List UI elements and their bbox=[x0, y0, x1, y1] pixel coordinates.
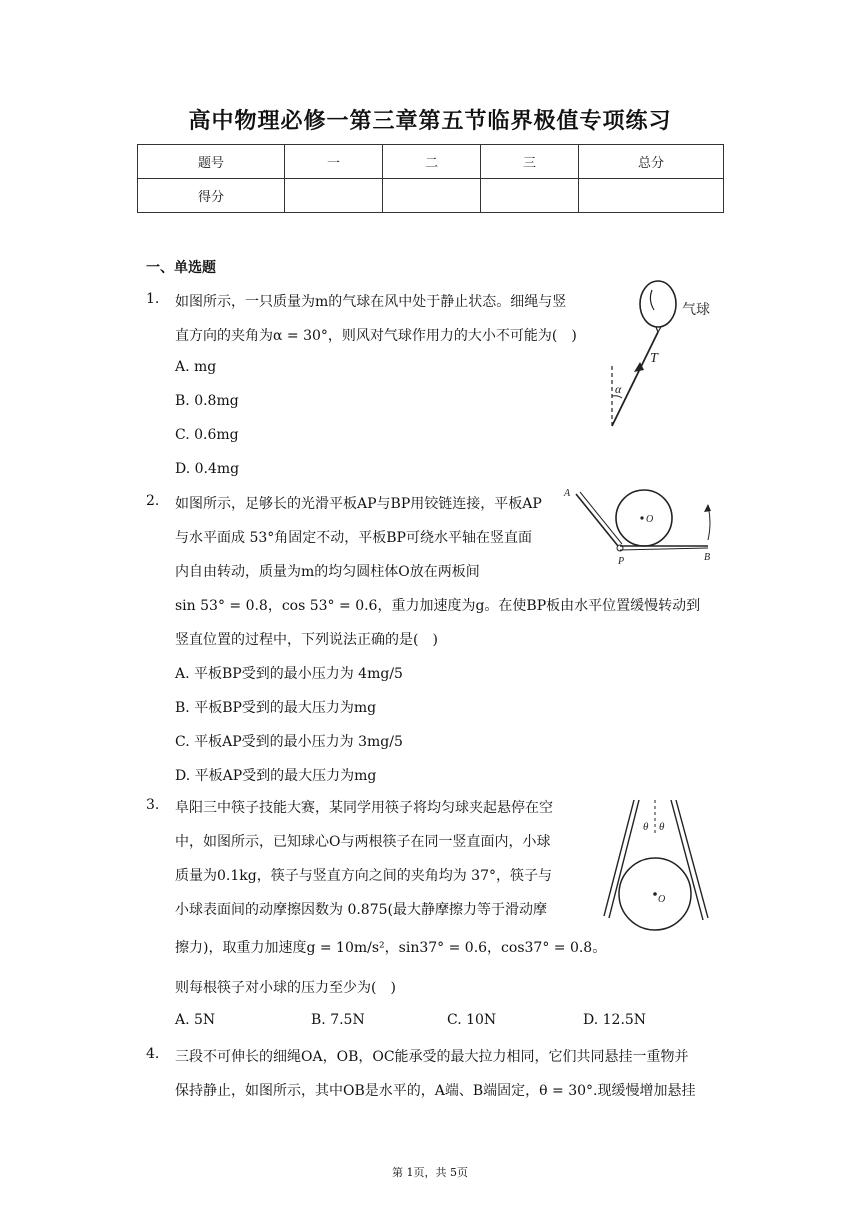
question-number: 1. bbox=[146, 291, 160, 307]
angle-arc bbox=[612, 396, 622, 398]
option-b: B. 平板BP受到的最大压力为mg bbox=[175, 700, 377, 716]
plate-ap bbox=[576, 494, 618, 546]
chopstick-left-inner bbox=[609, 800, 639, 918]
score-header-cell: 题号 bbox=[138, 145, 285, 179]
question-text-line: 质量为0.1kg，筷子与竖直方向之间的夹角均为 37°，筷子与 bbox=[175, 868, 552, 884]
balloon-label: 气球 bbox=[682, 301, 710, 317]
label-o: O bbox=[646, 514, 654, 525]
alpha-label: α bbox=[615, 382, 622, 396]
option-c: C. 平板AP受到的最小压力为 3mg/5 bbox=[175, 734, 403, 750]
question-number: 2. bbox=[146, 493, 160, 509]
option-d: D. 0.4mg bbox=[175, 461, 240, 477]
balloon-highlight bbox=[650, 290, 654, 310]
question-text-line: 小球表面间的动摩擦因数为 0.875(最大静摩擦力等于滑动摩 bbox=[175, 902, 547, 918]
label-p: P bbox=[618, 556, 625, 567]
question-text-line: 保持静止，如图所示，其中OB是水平的，A端、B端固定，θ = 30°.现缓慢增加悬挂 bbox=[175, 1083, 696, 1099]
score-cell bbox=[285, 179, 383, 213]
option-a: A. 平板BP受到的最小压力为 4mg/5 bbox=[175, 666, 403, 682]
question-text-line: sin 53° = 0.8，cos 53° = 0.6，重力加速度为g。在使BP板由水平位置缓慢转动到 bbox=[175, 598, 701, 614]
option-c: C. 0.6mg bbox=[175, 427, 239, 443]
question-text-line: 则每根筷子对小球的压力至少为( ) bbox=[175, 980, 396, 996]
balloon-figure bbox=[600, 278, 725, 433]
option-b: B. 0.8mg bbox=[175, 393, 239, 409]
chopstick-right-outer bbox=[676, 800, 708, 918]
question-text-line: 阜阳三中筷子技能大赛，某同学用筷子将均匀球夹起悬停在空 bbox=[175, 800, 553, 816]
balloon-shape bbox=[640, 281, 676, 327]
score-table bbox=[137, 144, 724, 213]
score-cell bbox=[579, 179, 724, 213]
chopsticks-figure bbox=[598, 796, 716, 934]
question-text-line: 三段不可伸长的细绳OA，OB，OC能承受的最大拉力相同，它们共同悬挂一重物并 bbox=[175, 1049, 689, 1065]
option-d: D. 平板AP受到的最大压力为mg bbox=[175, 768, 377, 784]
score-table-score-row bbox=[138, 179, 724, 213]
question-text-line: 如图所示，足够长的光滑平板AP与BP用铰链连接，平板AP bbox=[175, 496, 542, 512]
page-footer: 第 1页，共 5页 bbox=[392, 1166, 468, 1179]
question-text-line: 与水平面成 53°角固定不动，平板BP可绕水平轴在竖直面 bbox=[175, 530, 532, 546]
option-b: B. 7.5N bbox=[311, 1012, 365, 1028]
score-row-label: 得分 bbox=[138, 179, 285, 213]
score-header-cell: 二 bbox=[383, 145, 481, 179]
question-text-line: 内自由转动，质量为m的均匀圆柱体O放在两板间 bbox=[175, 564, 480, 580]
page-title: 高中物理必修一第三章第五节临界极值专项练习 bbox=[188, 108, 672, 134]
cylinder-o bbox=[616, 490, 672, 546]
score-header-cell: 一 bbox=[285, 145, 383, 179]
plate-bp-edge bbox=[620, 548, 708, 550]
score-header-cell: 总分 bbox=[579, 145, 724, 179]
question-text-line: 中，如图所示，已知球心O与两根筷子在同一竖直面内，小球 bbox=[175, 834, 551, 850]
ball-center bbox=[653, 892, 657, 896]
option-a: A. 5N bbox=[175, 1012, 216, 1028]
score-header-cell: 三 bbox=[481, 145, 579, 179]
score-cell bbox=[383, 179, 481, 213]
label-b: B bbox=[704, 552, 711, 563]
plates-figure bbox=[562, 482, 722, 572]
tension-label: T bbox=[650, 351, 658, 366]
cylinder-center bbox=[640, 516, 643, 519]
theta-left-label: θ bbox=[643, 821, 649, 833]
option-c: C. 10N bbox=[447, 1012, 497, 1028]
question-number: 4. bbox=[146, 1046, 160, 1062]
question-text-line: 如图所示，一只质量为m的气球在风中处于静止状态。细绳与竖 bbox=[175, 294, 567, 310]
question-text-line: 擦力)，取重力加速度g = 10m/s²，sin37° = 0.6，cos37° = 0.8。 bbox=[175, 940, 607, 956]
center-label: O bbox=[658, 894, 666, 905]
question-number: 3. bbox=[146, 797, 160, 813]
rotation-arrow-head bbox=[704, 504, 711, 512]
score-table-header-row bbox=[138, 145, 724, 179]
chopstick-right-inner bbox=[671, 800, 703, 920]
rope-line bbox=[612, 332, 658, 426]
label-a: A bbox=[564, 488, 571, 499]
question-text-line: 竖直位置的过程中，下列说法正确的是( ) bbox=[175, 632, 438, 648]
section-heading-single-choice: 一、单选题 bbox=[146, 260, 216, 276]
option-a: A. mg bbox=[175, 359, 217, 375]
theta-right-label: θ bbox=[659, 821, 665, 833]
option-d: D. 12.5N bbox=[583, 1012, 647, 1028]
question-text-line: 直方向的夹角为α = 30°，则风对气球作用力的大小不可能为( ) bbox=[175, 328, 577, 344]
score-cell bbox=[481, 179, 579, 213]
